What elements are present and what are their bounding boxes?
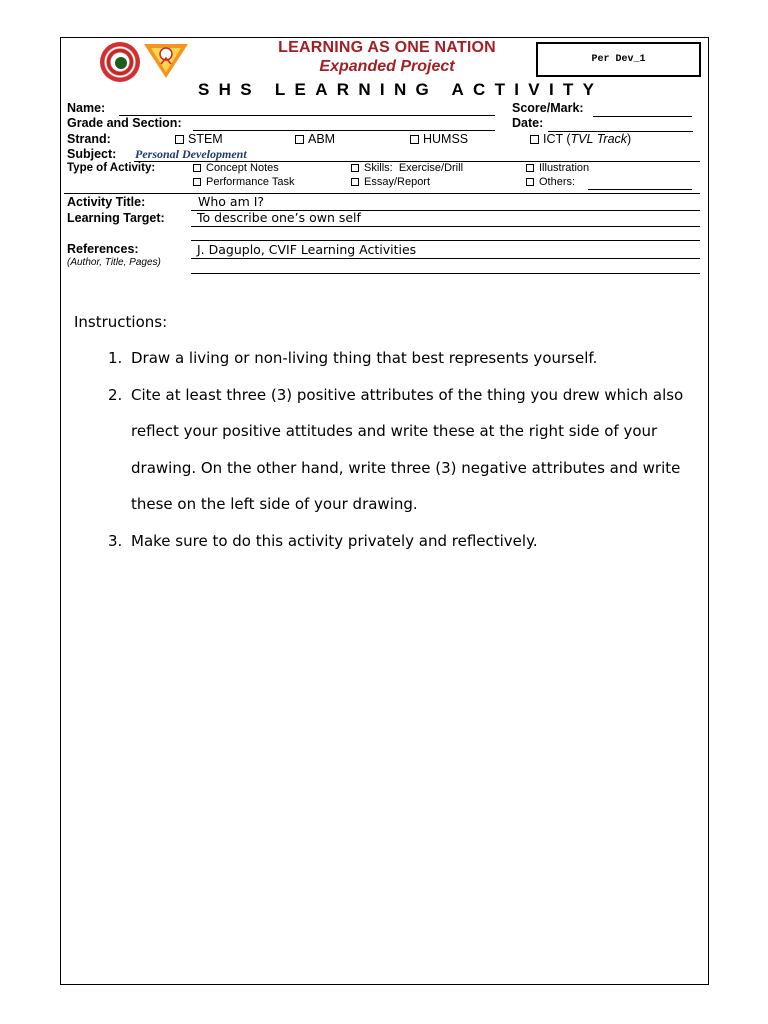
checkbox-icon[interactable] bbox=[193, 164, 201, 172]
grade-section-label: Grade and Section: bbox=[67, 116, 182, 130]
section-divider bbox=[64, 193, 700, 194]
references-field bbox=[191, 258, 700, 259]
strand-label: Strand: bbox=[67, 132, 111, 146]
deped-logo-icon bbox=[141, 40, 191, 80]
name-label: Name: bbox=[67, 101, 106, 115]
score-label: Score/Mark: bbox=[512, 101, 584, 115]
ict-track: TVL Track bbox=[570, 132, 628, 146]
instruction-item bbox=[100, 523, 704, 560]
instruction-number: 3. bbox=[108, 531, 123, 550]
instruction-text: Draw a living or non-living thing that best represents yourself. bbox=[131, 349, 598, 367]
instruction-text: Cite at least three (3) positive attributes of the thing you drew which also reflect your positive attitudes and write these at the right side of your drawing. On the other hand, write three (3) negative attributes and write these on the left side of your drawing. bbox=[131, 385, 684, 513]
learning-target-value: To describe one’s own self bbox=[197, 210, 361, 225]
document-code: Per Dev_1 bbox=[591, 54, 646, 65]
type-performance-task[interactable] bbox=[193, 176, 294, 188]
checkbox-icon[interactable] bbox=[175, 135, 184, 144]
references-field-2 bbox=[191, 273, 700, 274]
type-option-label: Performance Task bbox=[206, 176, 295, 188]
type-skills-exercise-drill[interactable] bbox=[351, 162, 463, 174]
references-hint: (Author, Title, Pages) bbox=[67, 257, 161, 268]
checkbox-icon[interactable] bbox=[526, 178, 534, 186]
activity-title-label: Activity Title: bbox=[67, 195, 146, 209]
type-option-label: Essay/Report bbox=[364, 176, 431, 188]
strand-option-stem[interactable] bbox=[175, 132, 223, 146]
learning-target-label: Learning Target: bbox=[67, 211, 165, 225]
strand-option-label: ABM bbox=[308, 132, 336, 146]
instruction-number: 2. bbox=[108, 385, 123, 404]
type-option-label: Others: bbox=[539, 176, 576, 188]
activity-heading: SHS LEARNING ACTIVITY bbox=[198, 80, 604, 99]
activity-title-value: Who am I? bbox=[198, 194, 265, 209]
learning-target-field-2 bbox=[191, 240, 700, 241]
type-of-activity-label: Type of Activity: bbox=[67, 162, 156, 174]
type-option-label: Concept Notes bbox=[206, 162, 279, 174]
subject-label: Subject: bbox=[67, 147, 117, 161]
strand-option-label: STEM bbox=[188, 132, 223, 146]
checkbox-icon[interactable] bbox=[530, 135, 539, 144]
checkbox-icon[interactable] bbox=[351, 164, 359, 172]
grade-section-field[interactable] bbox=[193, 130, 495, 131]
checkbox-icon[interactable] bbox=[193, 178, 201, 186]
school-seal-icon bbox=[100, 42, 140, 82]
type-others[interactable] bbox=[526, 176, 575, 188]
strand-option-abm[interactable] bbox=[295, 132, 335, 146]
instruction-number: 1. bbox=[108, 349, 123, 367]
strand-option-ict[interactable] bbox=[530, 132, 631, 146]
checkbox-icon[interactable] bbox=[410, 135, 419, 144]
type-option-label: Illustration bbox=[539, 162, 590, 174]
header-title: LEARNING AS ONE NATION bbox=[278, 39, 496, 56]
instructions-title: Instructions: bbox=[74, 313, 168, 331]
instruction-item bbox=[100, 377, 704, 523]
ict-suffix: ) bbox=[627, 132, 632, 146]
type-essay-report[interactable] bbox=[351, 176, 430, 188]
learning-target-field bbox=[191, 226, 700, 227]
checkbox-icon[interactable] bbox=[295, 135, 304, 144]
date-label: Date: bbox=[512, 116, 544, 130]
strand-option-label: HUMSS bbox=[423, 132, 469, 146]
references-label: References: bbox=[67, 242, 139, 256]
strand-option-humss[interactable] bbox=[410, 132, 468, 146]
ict-prefix: ICT ( bbox=[543, 132, 571, 146]
others-field[interactable] bbox=[588, 189, 692, 190]
subject-value: Personal Development bbox=[135, 147, 247, 161]
checkbox-icon[interactable] bbox=[526, 164, 534, 172]
type-option-label: Skills: Exercise/Drill bbox=[364, 162, 464, 174]
score-field[interactable] bbox=[593, 116, 692, 117]
instruction-item bbox=[100, 340, 704, 377]
instructions-list bbox=[100, 340, 704, 559]
type-illustration[interactable] bbox=[526, 162, 589, 174]
checkbox-icon[interactable] bbox=[351, 178, 359, 186]
instruction-text: Make sure to do this activity privately and reflectively. bbox=[131, 531, 538, 550]
document-code-box bbox=[536, 42, 701, 77]
header-subtitle: Expanded Project bbox=[319, 58, 455, 75]
type-concept-notes[interactable] bbox=[193, 162, 279, 174]
references-value: J. Daguplo, CVIF Learning Activities bbox=[197, 242, 417, 257]
